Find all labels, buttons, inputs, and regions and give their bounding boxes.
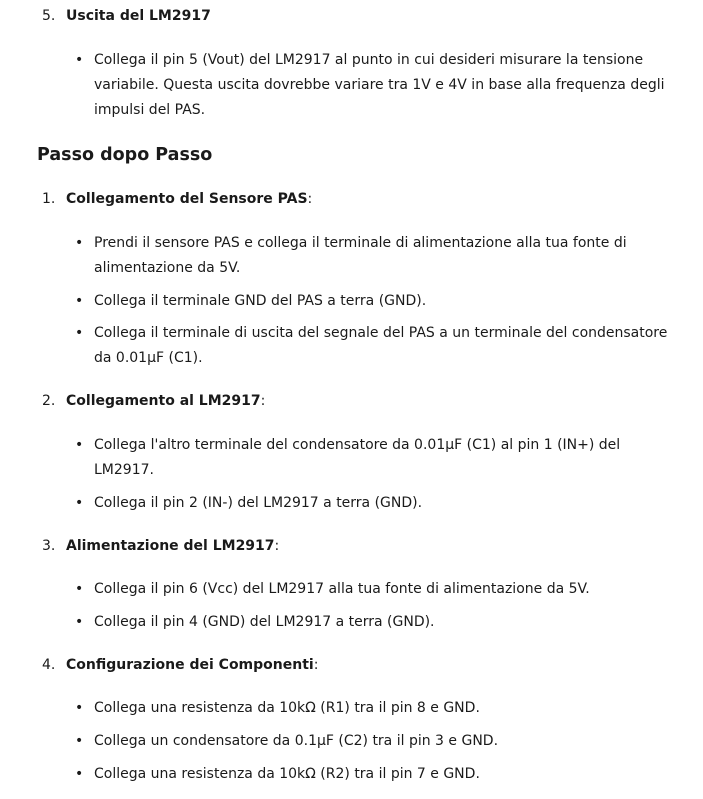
section-heading: Passo dopo Passo [37, 145, 213, 165]
list-bullet [75, 48, 674, 123]
bullet-text: Collega una resistenza da 10kΩ (R2) tra il pin 7 e GND. [94, 766, 480, 782]
bullet-marker: • [75, 235, 84, 251]
bullet-marker: • [75, 581, 84, 597]
list-bullet [75, 610, 674, 635]
list-bullet [75, 762, 674, 787]
list-item-suffix: : [274, 538, 280, 554]
list-item-heading [42, 189, 312, 209]
bullet-marker: • [75, 437, 84, 453]
bullet-text: Collega il pin 4 (GND) del LM2917 a terra (GND). [94, 614, 435, 630]
list-number: 5. [42, 8, 56, 24]
bullet-text: Collega il pin 6 (Vcc) del LM2917 alla tua fonte di alimentazione da 5V. [94, 581, 590, 597]
list-number: 4. [42, 657, 56, 673]
list-item-heading [42, 655, 318, 675]
list-item-title: Configurazione dei Componenti [66, 657, 314, 673]
list-number: 2. [42, 393, 56, 409]
list-bullet [75, 696, 674, 721]
bullet-text: Collega il pin 2 (IN-) del LM2917 a terra (GND). [94, 495, 423, 511]
list-bullet [75, 289, 674, 314]
list-number: 3. [42, 538, 56, 554]
list-item-suffix: : [307, 191, 313, 207]
list-bullet [75, 491, 674, 516]
list-item-title: Uscita del LM2917 [66, 8, 211, 24]
list-bullet [75, 321, 674, 371]
bullet-text: Collega il pin 5 (Vout) del LM2917 al punto in cui desideri misurare la tensione variabile. Questa uscita dovrebbe variare tra 1V e 4V in base alla frequenza degli impulsi del PAS. [94, 52, 665, 118]
list-bullet [75, 231, 674, 281]
list-item-heading [42, 6, 211, 26]
list-item-title: Alimentazione del LM2917 [66, 538, 275, 554]
list-item-suffix: : [313, 657, 319, 673]
bullet-text: Collega l'altro terminale del condensatore da 0.01µF (C1) al pin 1 (IN+) del LM2917. [94, 437, 621, 478]
bullet-text: Collega il terminale di uscita del segnale del PAS a un terminale del condensatore da 0.01µF (C1). [94, 325, 668, 366]
bullet-marker: • [75, 495, 84, 511]
list-number: 1. [42, 191, 56, 207]
bullet-marker: • [75, 700, 84, 716]
list-item-title: Collegamento del Sensore PAS [66, 191, 308, 207]
bullet-marker: • [75, 614, 84, 630]
bullet-text: Collega il terminale GND del PAS a terra (GND). [94, 293, 427, 309]
list-item-title: Collegamento al LM2917 [66, 393, 261, 409]
list-item-heading [42, 391, 265, 411]
bullet-marker: • [75, 766, 84, 782]
bullet-marker: • [75, 325, 84, 341]
bullet-text: Collega una resistenza da 10kΩ (R1) tra il pin 8 e GND. [94, 700, 480, 716]
list-item-suffix: : [260, 393, 266, 409]
list-bullet [75, 577, 674, 602]
list-bullet [75, 729, 674, 754]
bullet-text: Collega un condensatore da 0.1µF (C2) tra il pin 3 e GND. [94, 733, 499, 749]
list-bullet [75, 433, 674, 483]
list-item-heading [42, 536, 279, 556]
bullet-marker: • [75, 293, 84, 309]
bullet-text: Prendi il sensore PAS e collega il terminale di alimentazione alla tua fonte di alimentazione da 5V. [94, 235, 627, 276]
bullet-marker: • [75, 52, 84, 68]
bullet-marker: • [75, 733, 84, 749]
